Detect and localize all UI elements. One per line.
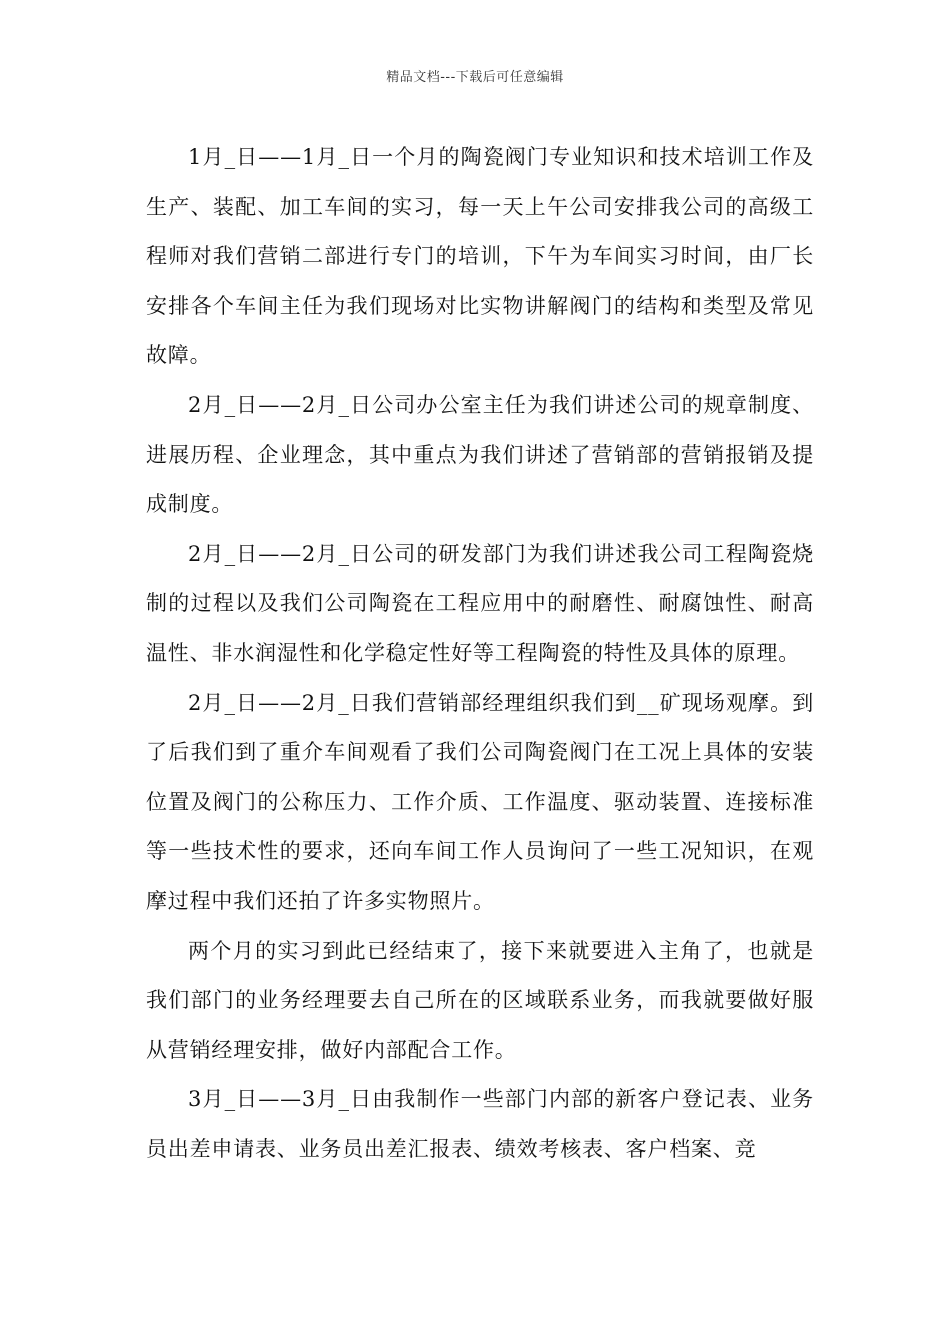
paragraph: 2月_日——2月_日公司办公室主任为我们讲述公司的规章制度、进展历程、企业理念，其中重点为我们讲述了营销部的营销报销及提成制度。 bbox=[146, 392, 814, 517]
paragraph: 2月_日——2月_日公司的研发部门为我们讲述我公司工程陶瓷烧制的过程以及我们公司陶瓷在工程应用中的耐磨性、耐腐蚀性、耐高温性、非水润湿性和化学稳定性好等工程陶瓷的特性及具体的原理。 bbox=[146, 541, 814, 665]
paragraph: 两个月的实习到此已经结束了，接下来就要进入主角了，也就是我们部门的业务经理要去自己所在的区域联系业务，而我就要做好服从营销经理安排，做好内部配合工作。 bbox=[146, 938, 814, 1062]
paragraph: 2月_日——2月_日我们营销部经理组织我们到__矿现场观摩。到了后我们到了重介车间观看了我们公司陶瓷阀门在工况上具体的安装位置及阀门的公称压力、工作介质、工作温度、驱动装置、连接标准等一些技术性的要求，还向车间工作人员询问了一些工况知识，在观摩过程中我们还拍了许多实物照片。 bbox=[146, 690, 814, 913]
page-header: 精品文档---下载后可任意编辑 bbox=[386, 70, 564, 85]
document-body bbox=[146, 133, 814, 1174]
paragraph: 1月_日——1月_日一个月的陶瓷阀门专业知识和技术培训工作及生产、装配、加工车间的实习，每一天上午公司安排我公司的高级工程师对我们营销二部进行专门的培训，下午为车间实习时间，由厂长安排各个车间主任为我们现场对比实物讲解阀门的结构和类型及常见故障。 bbox=[146, 145, 814, 368]
paragraph: 3月_日——3月_日由我制作一些部门内部的新客户登记表、业务员出差申请表、业务员出差汇报表、绩效考核表、客户档案、竞 bbox=[146, 1087, 814, 1161]
